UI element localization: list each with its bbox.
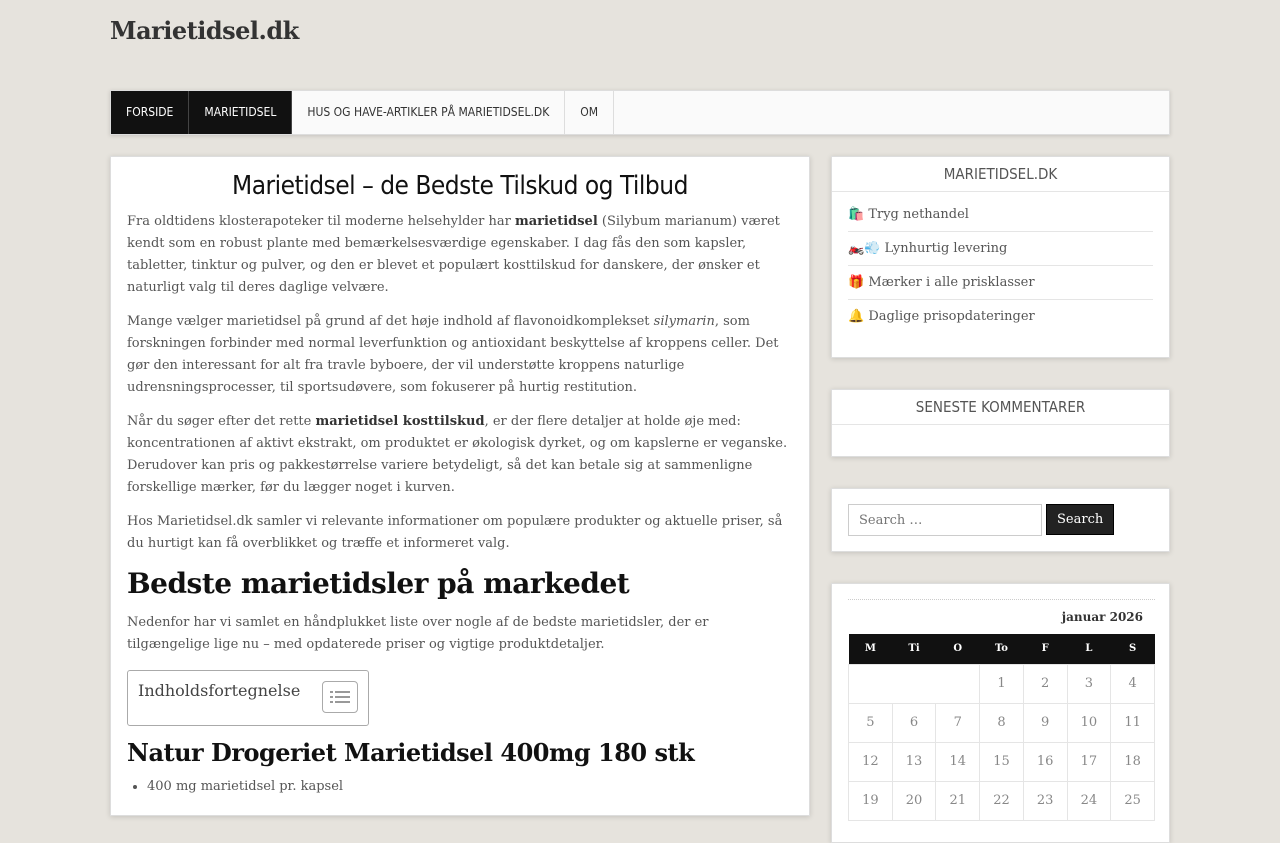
calendar-day: 24 [1067, 781, 1111, 820]
italic-text: silymarin [653, 314, 715, 329]
calendar-day: 9 [1023, 703, 1067, 742]
text-span: Når du søger efter det rette [127, 414, 316, 429]
calendar-week [849, 781, 1155, 820]
calendar-day: 22 [980, 781, 1024, 820]
weekday-header: M [849, 634, 893, 664]
bold-text: marietidsel [514, 214, 598, 229]
search-input[interactable] [848, 504, 1042, 536]
site-title[interactable]: Marietidsel.dk [110, 16, 299, 45]
calendar-wrapper [832, 584, 1169, 836]
calendar-empty-cell [849, 664, 980, 703]
list-intro-paragraph: Nedenfor har vi samlet en håndplukket liste over nogle af de bedste marietidsler, der er tilgængelige lige nu – med opdaterede priser og vigtige produktdetaljer. [127, 615, 709, 652]
text-span: (Silybum marianum) været kendt som en robust plante med bemærkelsesværdige egenskaber. I dag fås den som kapsler, tabletter, tinktur og pulver, og den er blevet et populært kosttilskud for danskere, der ønsker et naturligt valg til deres daglige velvære. [127, 214, 780, 295]
calendar-week [849, 703, 1155, 742]
calendar-day: 4 [1111, 664, 1155, 703]
calendar-day: 18 [1111, 742, 1155, 781]
calendar-day: 2 [1023, 664, 1067, 703]
section-heading: Bedste marietidsler på markedet [127, 567, 630, 600]
calendar-day: 15 [980, 742, 1024, 781]
calendar-day: 3 [1067, 664, 1111, 703]
text-span: Mange vælger marietidsel på grund af det høje indhold af flavonoidkomplekset [127, 314, 654, 329]
calendar-day: 12 [849, 742, 893, 781]
weekday-header: O [936, 634, 980, 664]
bold-text: marietidsel kosttilskud [315, 414, 485, 429]
product-heading: Natur Drogeriet Marietidsel 400mg 180 stk [127, 738, 695, 767]
calendar-day: 7 [936, 703, 980, 742]
widget-title: SENESTE KOMMENTARER [832, 390, 1169, 425]
weekday-header: Ti [892, 634, 936, 664]
widget-search [831, 488, 1170, 552]
list-item: • 400 mg marietidsel pr. kapsel [147, 779, 793, 794]
calendar-day: 5 [849, 703, 893, 742]
nav-item-marietidsel[interactable]: MARIETIDSEL [189, 91, 292, 134]
calendar-day: 19 [849, 781, 893, 820]
post-title: Marietidsel – de Bedste Tilskud og Tilbud [232, 171, 688, 201]
calendar-week [849, 664, 1155, 703]
calendar-day: 16 [1023, 742, 1067, 781]
calendar-caption: januar 2026 [848, 599, 1155, 634]
weekday-header: S [1111, 634, 1155, 664]
toc-toggle-button[interactable] [322, 681, 358, 713]
nav-item-hus-og-have[interactable]: HUS OG HAVE-ARTIKLER PÅ MARIETIDSEL.DK [292, 91, 565, 134]
text-span: , er der flere detaljer at holde øje med: koncentrationen af aktivt ekstrakt, om produktet er økologisk dyrket, og om kapslerne er veganske. Derudover kan pris og pakkestørrelse variere betydeligt, så det kan betale sig at sammenligne forskellige mærker, før du lægger noget i kurven. [127, 414, 788, 495]
text-span: , som forskningen forbinder med normal leverfunktion og antioxidant beskyttelse af kroppens celler. Det gør den interessant for alt fra travle byboere, der vil understøtte kroppens naturlige udrensningsprocesser, til sportsudøvere, som fokuserer på hurtig restitution. [127, 314, 779, 395]
site-info-paragraph: Hos Marietidsel.dk samler vi relevante informationer om populære produkter og aktuelle priser, så du hurtigt kan få overblikket og træffe et informeret valg. [127, 514, 783, 551]
widget-marietidsel [831, 156, 1170, 358]
table-of-contents [127, 670, 369, 726]
main-content [110, 156, 810, 816]
search-button[interactable]: Search [1046, 504, 1114, 535]
widget-recent-comments [831, 389, 1170, 457]
calendar-day: 23 [1023, 781, 1067, 820]
intro-paragraph [127, 211, 793, 299]
calendar-day: 11 [1111, 703, 1155, 742]
calendar-day: 25 [1111, 781, 1155, 820]
calendar-day: 6 [892, 703, 936, 742]
calendar [848, 599, 1155, 821]
product-features-list [127, 779, 793, 794]
calendar-day: 14 [936, 742, 980, 781]
nav-item-om[interactable]: OM [565, 91, 614, 134]
calendar-week [849, 742, 1155, 781]
calendar-day: 10 [1067, 703, 1111, 742]
list-item: 🏍️💨 Lynhurtig levering [848, 232, 1153, 266]
weekday-header: To [980, 634, 1024, 664]
calendar-day: 1 [980, 664, 1024, 703]
weekday-header: F [1023, 634, 1067, 664]
weekday-header: L [1067, 634, 1111, 664]
search-form [832, 489, 1169, 551]
list-icon [330, 689, 350, 705]
widget-calendar [831, 583, 1170, 843]
silymarin-paragraph [127, 311, 793, 399]
main-navigation [110, 90, 1170, 135]
widget-title: MARIETIDSEL.DK [832, 157, 1169, 192]
calendar-day: 20 [892, 781, 936, 820]
list-item: 🎁 Mærker i alle prisklasser [848, 266, 1153, 300]
calendar-day: 13 [892, 742, 936, 781]
calendar-day: 17 [1067, 742, 1111, 781]
toc-label: Indholdsfortegnelse [138, 681, 301, 700]
nav-item-forside[interactable]: FORSIDE [111, 91, 189, 134]
feature-list [832, 192, 1169, 337]
list-item: 🛍️ Tryg nethandel [848, 198, 1153, 232]
buying-guide-paragraph [127, 411, 793, 499]
calendar-day: 8 [980, 703, 1024, 742]
text-span: Fra oldtidens klosterapoteker til moderne helsehylder har [127, 214, 515, 229]
list-item: 🔔 Daglige prisopdateringer [848, 309, 1035, 324]
calendar-day: 21 [936, 781, 980, 820]
